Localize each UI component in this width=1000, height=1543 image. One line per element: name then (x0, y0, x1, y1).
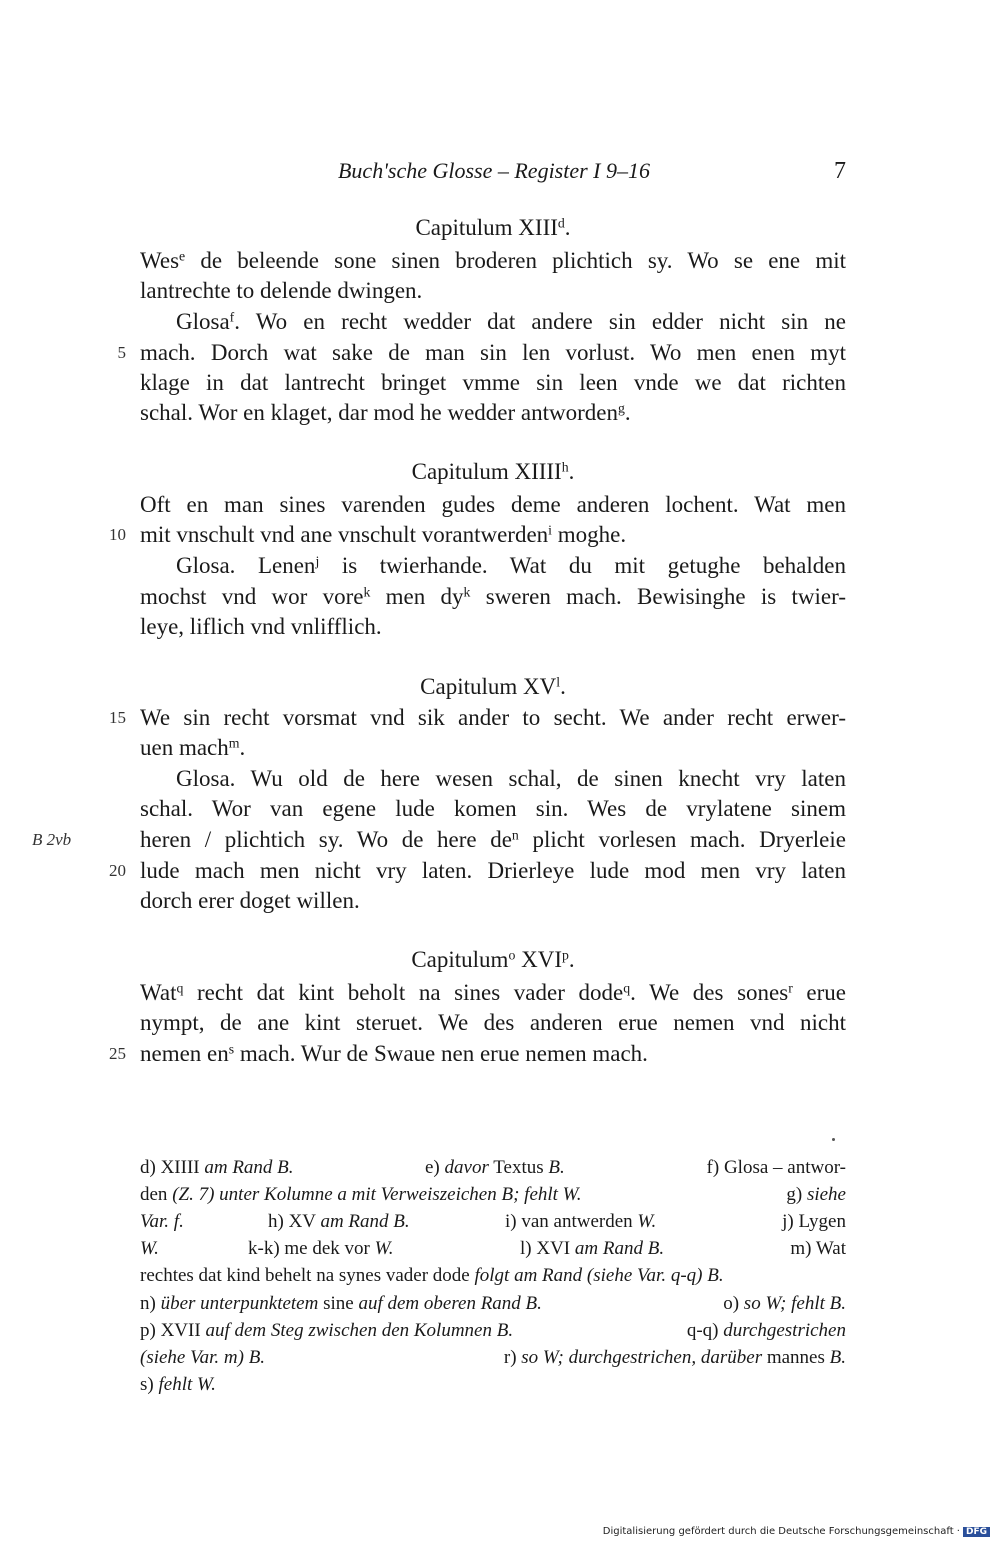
text-line: leye, liflich vnd vnlifflich. (140, 614, 382, 639)
footnote-line: W. k-k) me dek vor W. l) XVI am Rand B. m) Wat (140, 1238, 846, 1259)
text-line: Wat$^q$ recht dat kint beholt na sines vader dode$^q$. We des sones$^r$ erue (140, 980, 846, 1005)
text-line: schal. Wor van egene lude komen sin. Wes de vrylatene sinem (140, 796, 846, 821)
footnote-line: Var. f. h) XV am Rand B. i) van antwerden W. j) Lygen (140, 1211, 846, 1232)
footnote-line: n) über unterpunktetem sine auf dem oberen Rand B. o) so W; fehlt B. (140, 1293, 846, 1314)
text-line: Wes$^e$ de beleende sone sinen broderen plichtich sy. Wo se ene mit (140, 248, 846, 273)
footnote-line: den (Z. 7) unter Kolumne a mit Verweiszeichen B; fehlt W. g) siehe (140, 1184, 846, 1205)
footnote-line: (siehe Var. m) B. r) so W; durchgestrichen, darüber mannes B. (140, 1347, 846, 1368)
text-line: lantrechte to delende dwingen. (140, 278, 423, 303)
footnote-line: d) XIIII am Rand B. e) davor Textus B. f) Glosa – antwor- (140, 1157, 846, 1178)
digitization-credit: Digitalisierung gefördert durch die Deutsche Forschungsgemeinschaft · DFG (603, 1526, 990, 1537)
text-line: Glosa. Lenen$^j$ is twierhande. Wat du mit getughe behalden (176, 553, 846, 578)
running-title: Buch'sche Glosse – Register I 9–16 (337, 158, 651, 183)
footnote-line: rechtes dat kind behelt na synes vader dode folgt am Rand (siehe Var. q-q) B. (140, 1265, 724, 1286)
line-number: 10 (109, 525, 126, 544)
text-line: nympt, de ane kint steruet. We des anderen erue nemen vnd nicht (140, 1010, 846, 1035)
footnote-line: p) XVII auf dem Steg zwischen den Kolumnen B. q-q) durchgestrichen (140, 1320, 846, 1341)
text-line: mit vnschult vnd ane vnschult vorantwerden$^i$ moghe. (140, 522, 627, 547)
line-number: 5 (117, 343, 126, 362)
page-number: 7 (834, 158, 846, 184)
running-header (140, 158, 848, 188)
text-line: Oft en man sines varenden gudes deme anderen lochent. Wat men (140, 492, 846, 517)
text-line: We sin recht vorsmat vnd sik ander to secht. We ander recht erwer- (140, 705, 846, 730)
chapter-heading-13: Capitulum XIII$^d$. (415, 215, 571, 240)
line-number: 20 (109, 861, 126, 880)
text-line: mochst vnd wor vore$^k$ men $dy^k$ sweren mach. Bewisinghe is twier- (140, 584, 846, 609)
text-line: lude mach men nicht vry laten. Drierleye lude mod men vry laten (140, 858, 846, 883)
footnote-line: s) fehlt W. (140, 1374, 216, 1395)
margin-note: B 2vb (32, 830, 72, 849)
chapter-heading-15: Capitulum $XV^l$. (420, 674, 566, 699)
text-line: klage in dat lantrecht bringet vmme sin leen vnde we dat richten (140, 370, 846, 395)
line-number: 25 (109, 1044, 126, 1063)
stray-mark (832, 1138, 835, 1141)
text-line: nemen $en^s$ mach. Wur de Swaue nen erue nemen mach. (140, 1041, 648, 1066)
text-line: schal. Wor en klaget, dar mod he wedder antworden$^g$. (140, 400, 631, 425)
text-line: dorch erer doget willen. (140, 888, 360, 913)
chapter-heading-16: Capitulum$^o$ XVI$^p$. (411, 947, 575, 972)
text-line: Glosa. Wu old de here wesen schal, de sinen knecht vry laten (176, 766, 846, 791)
text-line: uen mach$^m$. (140, 735, 246, 760)
chapter-heading-14: Capitulum XIIII$^h$. (411, 459, 575, 484)
text-line: mach. Dorch wat sake de man sin len vorlust. Wo men enen myt (140, 340, 846, 365)
text-line: Glosa$^f$. Wo en recht wedder dat andere sin edder nicht sin ne (176, 309, 846, 334)
dfg-logo: DFG (963, 1527, 990, 1537)
text-line: heren / plichtich sy. Wo de here $de^n$ plicht vorlesen mach. Dryerleie (140, 827, 846, 852)
line-number: 15 (109, 708, 126, 727)
